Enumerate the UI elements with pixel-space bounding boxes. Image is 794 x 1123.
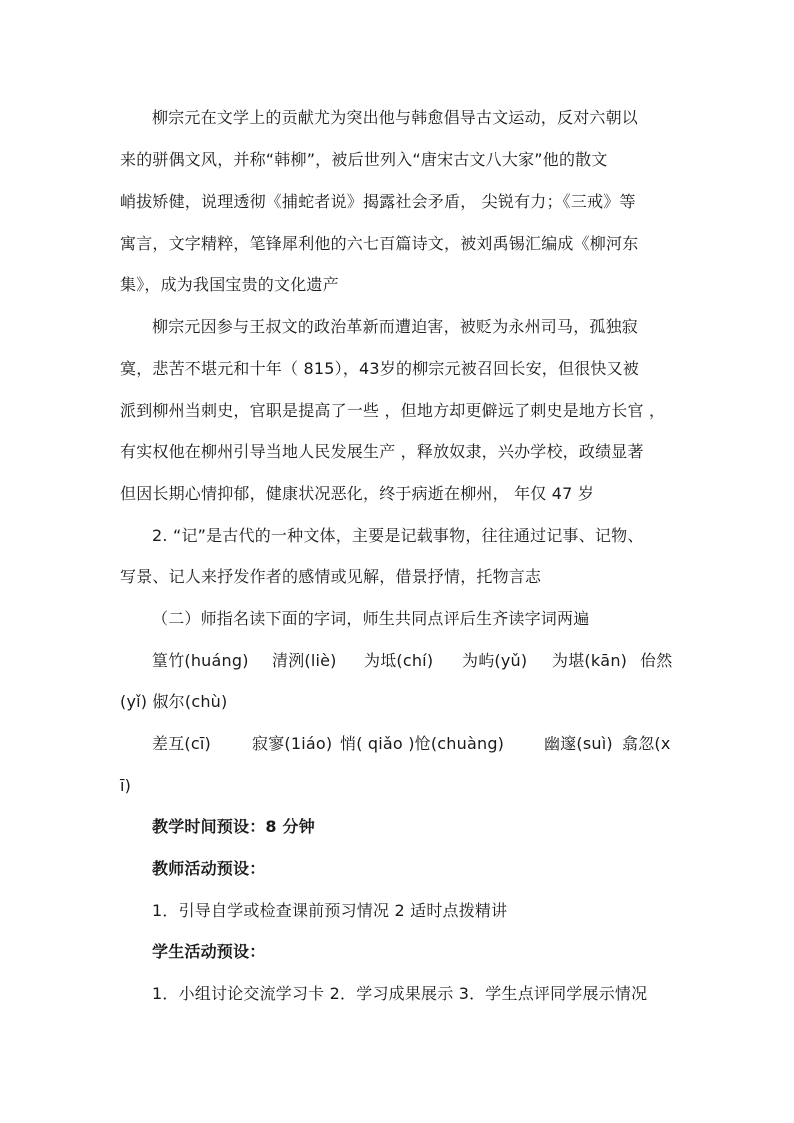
- paragraph2-line2: 寞，悲苦不堪元和十年（ 815），43岁的柳宗元被召回长安，但很快又被: [120, 359, 639, 378]
- teaching-time: [152, 816, 712, 838]
- teacher-activity-label: 教师活动预设：: [152, 859, 266, 878]
- item2-line1: 2. “记”是古代的一种文体，主要是记载事物，往往通过记事、记物、: [152, 526, 644, 545]
- vocab-item: 为屿(yǔ): [462, 651, 528, 670]
- vocab-item: 清洌(liè): [272, 651, 337, 670]
- teaching-time-value: 8 分钟: [265, 817, 315, 836]
- vocab-line4: ī): [120, 776, 132, 795]
- vocab-item: 悄( qiǎo )怆(chuàng): [340, 734, 505, 753]
- student-activity-label: 学生活动预设：: [152, 942, 266, 961]
- vocab-item: 佁然: [640, 651, 673, 670]
- teacher-activity-items: 1．引导自学或检查课前预习情况 2 适时点拨精讲: [152, 901, 508, 920]
- vocab-item: 篁竹(huáng): [152, 651, 249, 670]
- paragraph1-line4: 寓言，文字精粹，笔锋犀利他的六七百篇诗文，被刘禹锡汇编成《柳河东: [120, 234, 639, 253]
- vocab-item: 寂寥(1iáo): [252, 734, 333, 753]
- paragraph1-line2: 来的骈偶文风，并称“韩柳”，被后世列入“唐宋古文八大家”他的散文: [120, 150, 608, 169]
- paragraph2-line1: 柳宗元因参与王叔文的政治革新而遭迫害，被贬为永州司马，孤独寂: [152, 317, 639, 336]
- section-heading: （二）师指名读下面的字词，师生共同点评后生齐读字词两遍: [152, 609, 590, 628]
- vocab-item: 翕忽(x: [622, 734, 671, 753]
- vocab-line2: (yǐ) 俶尔(chù): [120, 692, 228, 711]
- student-activity-items: 1．小组讨论交流学习卡 2．学习成果展示 3．学生点评同学展示情况: [152, 984, 648, 1003]
- teaching-time-label: 教学时间预设：: [152, 817, 266, 836]
- paragraph1-line5: 集》，成为我国宝贵的文化遗产: [120, 275, 339, 294]
- vocab-item: 幽邃(suì): [544, 734, 613, 753]
- vocab-item: 差互(cī): [152, 734, 211, 753]
- paragraph1-line1: 柳宗元在文学上的贡献尤为突出他与韩愈倡导古文运动，反对六朝以: [152, 108, 639, 127]
- paragraph1-line3: 峭拔矫健，说理透彻《捕蛇者说》揭露社会矛盾， 尖锐有力；《三戒》等: [120, 192, 636, 211]
- vocab-item: 为坻(chí): [364, 651, 434, 670]
- paragraph2-line3: 派到柳州当刺史，官职是提高了一些 ，但地方却更僻远了刺史是地方长官 ，: [120, 401, 666, 420]
- paragraph2-line5: 但因长期心情抑郁，健康状况恶化，终于病逝在柳州， 年仅 47 岁: [120, 484, 595, 503]
- paragraph2-line4: 有实权他在柳州引导当地人民发展生产 ，释放奴隶，兴办学校，政绩显著: [120, 442, 644, 461]
- item2-line2: 写景、记人来抒发作者的感情或见解，借景抒情，托物言志: [120, 567, 542, 586]
- vocab-item: 为堪(kān): [552, 651, 628, 670]
